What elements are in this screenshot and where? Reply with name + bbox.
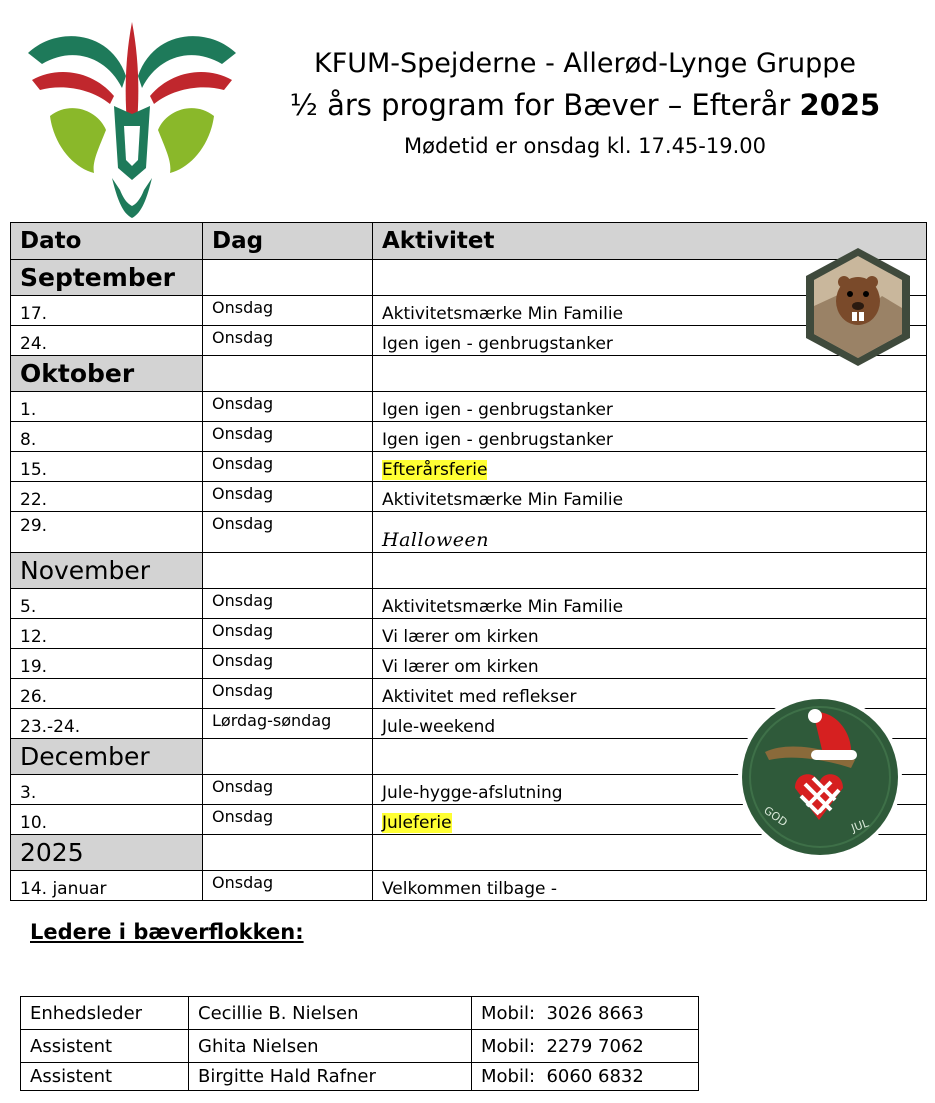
- leader-phone: Mobil: 2279 7062: [472, 1030, 699, 1063]
- month-label: December: [11, 739, 203, 775]
- day-cell: Onsdag: [203, 589, 373, 619]
- badge-text-jul: JUL: [849, 816, 871, 835]
- leader-row: [21, 1030, 699, 1063]
- table-header: [11, 223, 927, 260]
- table-row: [11, 452, 927, 482]
- leader-role: Enhedsleder: [21, 997, 189, 1030]
- activity-cell: Aktivitetsmærke Min Familie: [373, 589, 927, 619]
- activity-cell: Igen igen - genbrugstanker: [373, 326, 927, 356]
- date-cell: 19.: [11, 649, 203, 679]
- day-cell: Onsdag: [203, 452, 373, 482]
- activity-cell: Igen igen - genbrugstanker: [373, 422, 927, 452]
- table-row: [11, 392, 927, 422]
- col-header-dato: Dato: [11, 223, 203, 260]
- halloween-activity: Halloween: [382, 529, 489, 551]
- activity-cell: Velkommen tilbage -: [373, 871, 927, 901]
- date-cell: 26.: [11, 679, 203, 709]
- meeting-time: Mødetid er onsdag kl. 17.45-19.00: [404, 134, 766, 158]
- month-label: September: [11, 260, 203, 296]
- date-cell: 24.: [11, 326, 203, 356]
- leaders-table: [20, 996, 699, 1091]
- activity-cell: Aktivitet med reflekser: [373, 679, 927, 709]
- day-cell: Onsdag: [203, 619, 373, 649]
- date-cell: 12.: [11, 619, 203, 649]
- day-cell: Lørdag-søndag: [203, 709, 373, 739]
- activity-cell: [373, 512, 927, 553]
- activity-cell: Jule-weekend: [373, 709, 927, 739]
- month-row-september: [11, 260, 927, 296]
- month-row-november: [11, 553, 927, 589]
- date-cell: 22.: [11, 482, 203, 512]
- date-cell: 14. januar: [11, 871, 203, 901]
- day-cell: Onsdag: [203, 326, 373, 356]
- date-cell: 23.-24.: [11, 709, 203, 739]
- group-title: KFUM-Spejderne - Allerød-Lynge Gruppe: [313, 48, 857, 79]
- table-row: [11, 649, 927, 679]
- program-title: [260, 88, 910, 122]
- date-cell: 10.: [11, 805, 203, 835]
- leader-row: [21, 997, 699, 1030]
- leader-row: [21, 1063, 699, 1091]
- month-label: Oktober: [11, 356, 203, 392]
- activity-cell: Vi lærer om kirken: [373, 619, 927, 649]
- activity-cell: Jule-hygge-afslutning: [373, 775, 927, 805]
- table-row: [11, 326, 927, 356]
- activity-cell: Igen igen - genbrugstanker: [373, 392, 927, 422]
- month-label: November: [11, 553, 203, 589]
- month-row-oktober: [11, 356, 927, 392]
- table-row: [11, 589, 927, 619]
- day-cell: Onsdag: [203, 422, 373, 452]
- col-header-aktivitet: Aktivitet: [373, 223, 927, 260]
- program-title-text: ½ års program for Bæver – Efterår: [289, 88, 791, 122]
- day-cell: Onsdag: [203, 679, 373, 709]
- leader-name: Birgitte Hald Rafner: [189, 1063, 472, 1091]
- month-label: 2025: [11, 835, 203, 871]
- leader-phone: Mobil: 6060 6832: [472, 1063, 699, 1091]
- day-cell: Onsdag: [203, 871, 373, 901]
- day-cell: Onsdag: [203, 296, 373, 326]
- table-row: [11, 296, 927, 326]
- day-cell: Onsdag: [203, 512, 373, 553]
- highlighted-activity: Efterårsferie: [382, 460, 488, 480]
- kfum-logo: [22, 18, 242, 223]
- leader-role: Assistent: [21, 1030, 189, 1063]
- table-row: [11, 512, 927, 553]
- day-cell: Onsdag: [203, 775, 373, 805]
- highlighted-activity: Juleferie: [382, 813, 452, 833]
- day-cell: Onsdag: [203, 649, 373, 679]
- date-cell: 1.: [11, 392, 203, 422]
- date-cell: 8.: [11, 422, 203, 452]
- activity-cell: Aktivitetsmærke Min Familie: [373, 296, 927, 326]
- col-header-dag: Dag: [203, 223, 373, 260]
- leaders-heading: Ledere i bæverflokken:: [30, 920, 304, 944]
- date-cell: 17.: [11, 296, 203, 326]
- badge-text-god: GOD: [761, 803, 790, 830]
- leader-name: Ghita Nielsen: [189, 1030, 472, 1063]
- date-cell: 5.: [11, 589, 203, 619]
- table-row: [11, 619, 927, 649]
- activity-cell: Vi lærer om kirken: [373, 649, 927, 679]
- day-cell: Onsdag: [203, 392, 373, 422]
- leader-role: Assistent: [21, 1063, 189, 1091]
- activity-cell: Aktivitetsmærke Min Familie: [373, 482, 927, 512]
- table-row: [11, 422, 927, 452]
- table-row: [11, 871, 927, 901]
- beaver-badge-icon: [800, 246, 916, 368]
- program-year: 2025: [799, 88, 881, 122]
- christmas-badge-icon: [735, 692, 905, 862]
- date-cell: 15.: [11, 452, 203, 482]
- leader-name: Cecillie B. Nielsen: [189, 997, 472, 1030]
- leader-phone: Mobil: 3026 8663: [472, 997, 699, 1030]
- activity-cell: [373, 452, 927, 482]
- day-cell: Onsdag: [203, 482, 373, 512]
- table-row: [11, 482, 927, 512]
- date-cell: 3.: [11, 775, 203, 805]
- day-cell: Onsdag: [203, 805, 373, 835]
- date-cell: 29.: [11, 512, 203, 553]
